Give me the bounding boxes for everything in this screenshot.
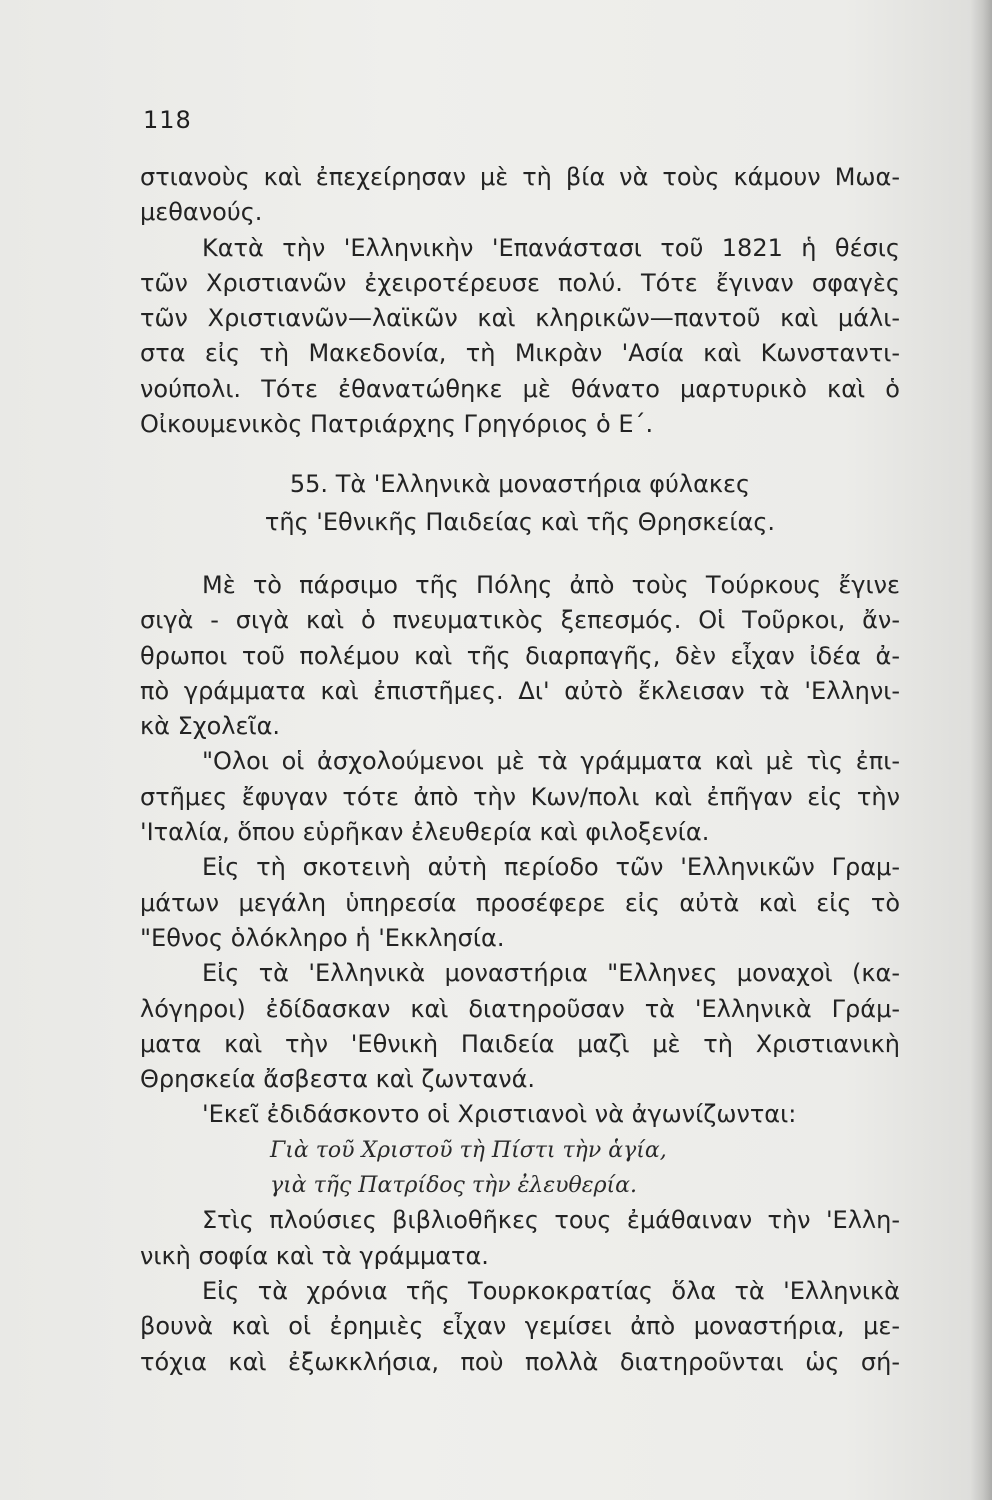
section-heading-line-2: τῆς 'Εθνικῆς Παιδείας καὶ τῆς Θρησκείας. (264, 508, 776, 536)
text-line: νούπολι. Τότε ἐθανατώθηκε μὲ θάνατο μαρτυρικὸ καὶ ὁ (140, 374, 900, 403)
text-line: κὰ Σχολεῖα. (140, 712, 281, 741)
text-line: τόχια καὶ ἐξωκκλήσια, ποὺ πολλὰ διατηροῦνται ὡς σή- (140, 1347, 900, 1376)
verse-line-2: γιὰ τῆς Πατρίδος τὴν ἐλευθερία. (270, 1173, 637, 1199)
text-line: Στὶς πλούσιες βιβλιοθῆκες τους ἐμάθαιναν τὴν 'Ελλη- (202, 1206, 900, 1235)
text-line: Εἰς τὰ χρόνια τῆς Τουρκοκρατίας ὅλα τὰ 'Ελληνικὰ (202, 1276, 900, 1305)
text-line: λόγηροι) ἐδίδασκαν καὶ διατηροῦσαν τὰ 'Ελληνικὰ Γράμ- (140, 994, 900, 1023)
page-number: 118 (143, 106, 192, 134)
text-line: Εἰς τὴ σκοτεινὴ αὐτὴ περίοδο τῶν 'Ελληνικῶν Γραμ- (202, 853, 900, 882)
text-line: "Εθνος ὁλόκληρο ἡ 'Εκκλησία. (140, 923, 505, 952)
text-line: μάτων μεγάλη ὑπηρεσία προσέφερε εἰς αὐτὰ καὶ εἰς τὸ (140, 888, 900, 917)
text-line: τῶν Χριστιανῶν—λαϊκῶν καὶ κληρικῶν—παντοῦ καὶ μάλι- (140, 304, 900, 333)
section-heading (140, 465, 900, 541)
text-line: πὸ γράμματα καὶ ἐπιστῆμες. Δι' αὐτὸ ἔκλεισαν τὰ 'Ελληνι- (140, 676, 900, 705)
text-line: Οἰκουμενικὸς Πατριάρχης Γρηγόριος ὁ Ε΄. (140, 410, 654, 439)
text-line: 'Εκεῖ ἐδιδάσκοντο οἱ Χριστιανοὶ νὰ ἀγωνίζωνται: (202, 1100, 797, 1129)
text-line: νικὴ σοφία καὶ τὰ γράμματα. (140, 1241, 489, 1270)
section-body (140, 568, 900, 1380)
verse-line-1: Γιὰ τοῦ Χριστοῦ τὴ Πίστι τὴν ἁγία, (270, 1137, 667, 1163)
intro-paragraphs (140, 160, 900, 442)
text-line: Θρησκεία ἄσβεστα καὶ ζωντανά. (140, 1065, 536, 1094)
page-edge-shadow (970, 0, 992, 1500)
text-line: Μὲ τὸ πάρσιμο τῆς Πόλης ἀπὸ τοὺς Τούρκους ἔγινε (202, 571, 900, 599)
text-line: τῶν Χριστιανῶν ἐχειροτέρευσε πολύ. Τότε ἔγιναν σφαγὲς (140, 268, 900, 297)
text-line: Κατὰ τὴν 'Ελληνικὴν 'Επανάστασι τοῦ 1821 ἡ θέσις (202, 233, 900, 262)
text-line: σιγὰ - σιγὰ καὶ ὁ πνευματικὸς ξεπεσμός. Οἱ Τοῦρκοι, ἄν- (140, 606, 900, 635)
text-line: βουνὰ καὶ οἱ ἐρημιὲς εἶχαν γεμίσει ἀπὸ μοναστήρια, με- (140, 1312, 900, 1341)
text-line: στιανοὺς καὶ ἐπεχείρησαν μὲ τὴ βία νὰ τοὺς κάμουν Μωα- (140, 163, 900, 191)
text-line: μεθανούς. (140, 198, 263, 227)
section-heading-line-1: 55. Τὰ 'Ελληνικὰ μοναστήρια φύλακες (289, 470, 751, 498)
text-line: στα εἰς τὴ Μακεδονία, τὴ Μικρὰν 'Ασία καὶ Κωνσταντι- (140, 339, 900, 368)
text-line: στῆμες ἔφυγαν τότε ἀπὸ τὴν Κων/πολι καὶ ἐπῆγαν εἰς τὴν (140, 782, 900, 811)
text-line: Εἰς τὰ 'Ελληνικὰ μοναστήρια "Ελληνες μοναχοὶ (κα- (202, 959, 900, 988)
text-line: "Ολοι οἱ ἀσχολούμενοι μὲ τὰ γράμματα καὶ μὲ τὶς ἐπι- (202, 747, 900, 776)
text-line: 'Ιταλία, ὅπου εὑρῆκαν ἐλευθερία καὶ φιλοξενία. (140, 818, 710, 847)
text-line: θρωποι τοῦ πολέμου καὶ τῆς διαρπαγῆς, δὲν εἶχαν ἰδέα ἀ- (140, 641, 900, 670)
text-line: ματα καὶ τὴν 'Εθνικὴ Παιδεία μαζὶ μὲ τὴ Χριστιανικὴ (140, 1029, 900, 1058)
